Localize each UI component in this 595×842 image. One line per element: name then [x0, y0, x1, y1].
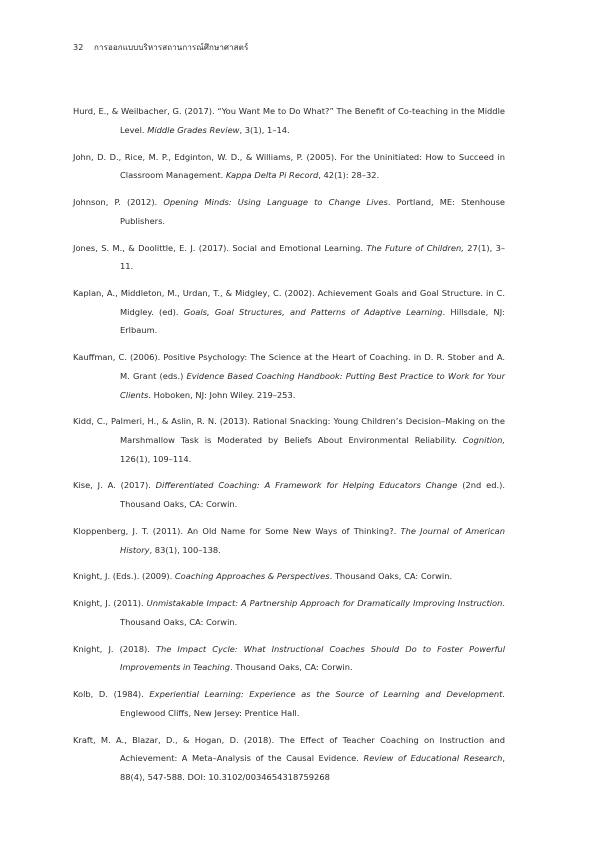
reference-entry: Kise, J. A. (2017). Differentiated Coaching: A Framework for Helping Educators Change (2nd ed.). Thousand Oaks, CA: Corwin.	[73, 480, 505, 510]
reference-source-title: Differentiated Coaching: A Framework for Helping Educators Change	[155, 480, 458, 491]
reference-entry: Hurd, E., & Weilbacher, G. (2017). “You Want Me to Do What?” The Benefit of Co-teaching in the Middle Level. Middle Grades Review, 3(1), 1–14.	[73, 106, 505, 135]
reference-entry: John, D. D., Rice, M. P., Edginton, W. D., & Williams, P. (2005). For the Uninitiated: How to Succeed in Classroom Management. Kappa Delta Pi Record, 42(1): 28–32.	[73, 151, 505, 181]
reference-source-title: Experiential Learning: Experience as the Source of Learning and Development.	[149, 689, 505, 700]
reference-entry: Knight, J. (2018). The Impact Cycle: What Instructional Coaches Should Do to Foster Powerful Improvements in Teaching. Thousand Oaks, CA: Corwin.	[73, 643, 505, 673]
reference-entry: Kauffman, C. (2006). Positive Psychology: The Science at the Heart of Coaching. in D. R. Stober and A. M. Grant (eds.) Evidence Based Coaching Handbook: Putting Best Practice to Work for Your Clients. Hoboken, NJ: John Wiley. 219–253.	[73, 352, 505, 400]
reference-entry: Kloppenberg, J. T. (2011). An Old Name for Some New Ways of Thinking?. The Journal of American History, 83(1), 100–138.	[73, 525, 505, 555]
reference-entry: Knight, J. (Eds.). (2009). Coaching Approaches & Perspectives. Thousand Oaks, CA: Corwin.	[73, 571, 453, 582]
reference-entry: Jones, S. M., & Doolittle, E. J. (2017). Social and Emotional Learning. The Future of Children, 27(1), 3–11.	[73, 242, 506, 272]
reference-source-title: Goals, Goal Structures, and Patterns of Adaptive Learning	[183, 306, 443, 317]
reference-source-title: The Journal of American History	[120, 525, 505, 555]
reference-source-title: The Impact Cycle: What Instructional Coaches Should Do to Foster Powerful Improvements in Teaching	[120, 643, 505, 673]
page-header	[73, 41, 248, 54]
page-number: 32	[73, 43, 84, 52]
running-title: การออกแบบบริหารสถานการณ์ศึกษาศาสตร์	[94, 43, 249, 52]
reference-entry: Knight, J. (2011). Unmistakable Impact: A Partnership Approach for Dramatically Improving Instruction. Thousand Oaks, CA: Corwin.	[73, 598, 505, 627]
reference-entry: Johnson, P. (2012). Opening Minds: Using Language to Change Lives. Portland, ME: Stenhouse Publishers.	[73, 197, 505, 226]
reference-entry: Kraft, M. A., Blazar, D., & Hogan, D. (2018). The Effect of Teacher Coaching on Instruction and Achievement: A Meta–Analysis of the Causal Evidence. Review of Educational Research, 88(4), 547-588. DOI: 10.3102/0034654318759268	[73, 734, 505, 782]
reference-source-title: Cognition,	[462, 434, 505, 445]
reference-entry: Kolb, D. (1984). Experiential Learning: Experience as the Source of Learning and Development. Englewood Cliffs, New Jersey: Prentice Hall.	[73, 689, 505, 718]
reference-source-title: Review of Educational Research	[363, 753, 503, 764]
reference-source-title: The Future of Children,	[366, 242, 464, 253]
reference-source-title: Evidence Based Coaching Handbook: Putting Best Practice to Work for Your Clients	[120, 370, 505, 400]
reference-source-title: Opening Minds: Using Language to Change Lives	[163, 197, 388, 208]
reference-source-title: Coaching Approaches & Perspectives	[174, 571, 330, 582]
reference-list	[73, 94, 505, 790]
reference-entry: Kaplan, A., Middleton, M., Urdan, T., & Midgley, C. (2002). Achievement Goals and Goal Structure. in C. Midgley. (ed). Goals, Goal Structures, and Patterns of Adaptive Learning. Hillsdale, NJ: Erlbaum.	[73, 288, 505, 336]
reference-entry: Kidd, C., Palmeri, H., & Aslin, R. N. (2013). Rational Snacking: Young Children’s Decision–Making on the Marshmallow Task is Moderated by Beliefs About Environmental Reliability. Cognition, 126(1), 109–114.	[73, 416, 505, 464]
reference-source-title: Kappa Delta Pi Record	[225, 170, 319, 181]
reference-source-title: Middle Grades Review	[147, 124, 240, 135]
reference-source-title: Unmistakable Impact: A Partnership Approach for Dramatically Improving Instruction	[146, 598, 503, 609]
